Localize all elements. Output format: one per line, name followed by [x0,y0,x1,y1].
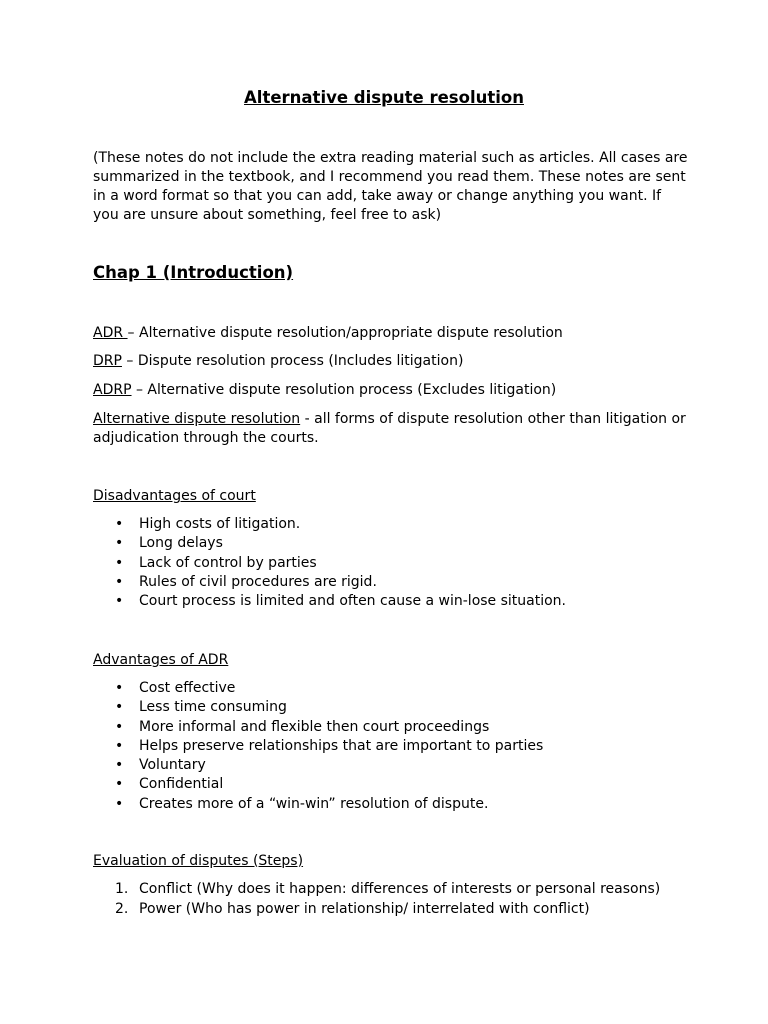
definition-term: Alternative dispute resolution [93,411,301,427]
bullet-icon: • [115,680,124,696]
bullet-icon: • [115,593,124,609]
definition-term: DRP [93,353,122,369]
list-item: Conflict (Why does it happen: differences of interests or personal reasons) [139,881,661,897]
section-heading: Disadvantages of court [93,488,256,504]
bullet-icon: • [115,738,124,754]
section-heading: Evaluation of disputes (Steps) [93,853,304,869]
definition-text: – Dispute resolution process (Includes litigation) [121,353,464,369]
intro-line: summarized in the textbook, and I recommend you read them. These notes are sent [93,169,686,185]
bullet-icon: • [115,757,124,773]
list-item: Voluntary [139,757,206,773]
definition-adr [93,324,563,343]
list-item: Court process is limited and often cause a win-lose situation. [139,593,567,609]
list-item: Less time consuming [139,699,287,715]
list-item: Long delays [139,535,223,551]
list-item: More informal and flexible then court proceedings [139,719,490,735]
bullet-icon: • [115,516,124,532]
list-item: Rules of civil procedures are rigid. [139,574,377,590]
bullet-icon: • [115,555,124,571]
bullet-icon: • [115,574,124,590]
list-item: Cost effective [139,680,236,696]
list-number: 1. [115,881,129,897]
list-item: Creates more of a “win-win” resolution of dispute. [139,796,489,812]
list-item: High costs of litigation. [139,516,301,532]
list-item: Helps preserve relationships that are important to parties [139,738,544,754]
intro-line: in a word format so that you can add, take away or change anything you want. If [93,188,662,204]
bullet-icon: • [115,776,124,792]
chapter-heading: Chap 1 (Introduction) [93,263,294,282]
list-item: Confidential [139,776,224,792]
bullet-icon: • [115,796,124,812]
definition-text: – Alternative dispute resolution process (Excludes litigation) [131,382,557,398]
definition-drp [93,352,463,371]
document-title: Alternative dispute resolution [244,88,524,107]
definition-term: ADR [93,325,128,341]
bullet-icon: • [115,699,124,715]
definition-continuation: adjudication through the courts. [93,430,319,446]
list-number: 2. [115,901,129,917]
definition-term: ADRP [93,382,132,398]
intro-line: (These notes do not include the extra reading material such as articles. All cases are [93,150,688,166]
section-heading: Advantages of ADR [93,652,229,668]
list-item: Power (Who has power in relationship/ interrelated with conflict) [139,901,590,917]
list-item: Lack of control by parties [139,555,317,571]
intro-line: you are unsure about something, feel free to ask) [93,207,442,223]
definition-alternative-dispute-resolution [93,410,686,429]
definition-text: - all forms of dispute resolution other than litigation or [300,411,686,427]
definition-adrp [93,381,556,400]
definition-text: – Alternative dispute resolution/appropriate dispute resolution [127,325,563,341]
bullet-icon: • [115,719,124,735]
bullet-icon: • [115,535,124,551]
